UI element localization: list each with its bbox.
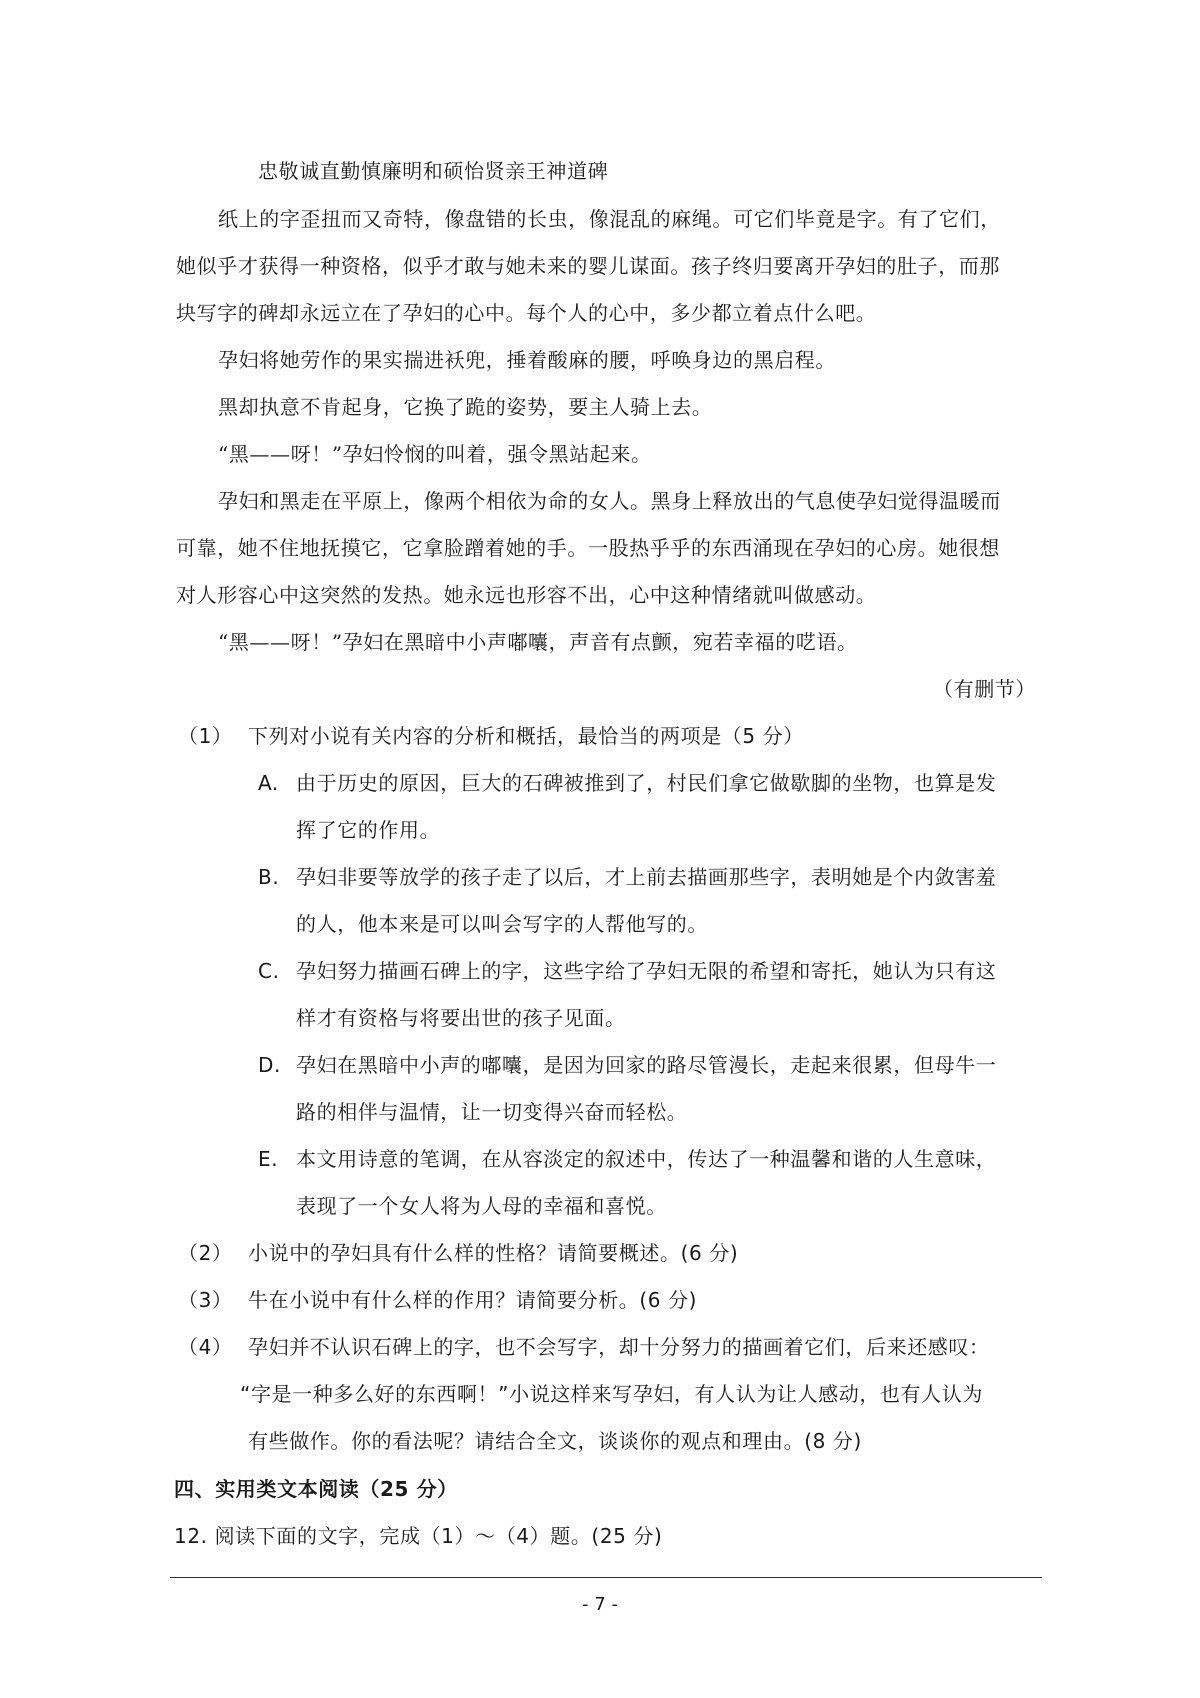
paragraph-line: 孕妇将她劳作的果实揣进袄兜，捶着酸麻的腰，呼唤身边的黑启程。: [218, 348, 836, 372]
question-number: （1）: [178, 724, 233, 748]
question-number: （3）: [178, 1288, 233, 1312]
question-number: （2）: [178, 1241, 233, 1265]
paragraph-line: 可靠，她不住地抚摸它，它拿脸蹭着她的手。一股热乎乎的东西涌现在孕妇的心房。她很想: [176, 536, 1000, 560]
paragraph-line: 黑却执意不肯起身，它换了跪的姿势，要主人骑上去。: [218, 395, 713, 419]
option-letter: C.: [258, 959, 280, 983]
question-stem: 牛在小说中有什么样的作用？请简要分析。(6 分): [248, 1288, 698, 1312]
question-stem: 孕妇并不认识石碑上的字，也不会写字，却十分努力的描画着它们，后来还感叹：: [248, 1335, 990, 1359]
paragraph-line: 她似乎才获得一种资格，似乎才敢与她未来的婴儿谋面。孩子终归要离开孕妇的肚子，而那: [176, 254, 1000, 278]
option-letter: B.: [258, 865, 280, 889]
paragraph-line: 孕妇和黑走在平原上，像两个相依为命的女人。黑身上释放出的气息使孕妇觉得温暖而: [218, 489, 1001, 513]
question-stem: “字是一种多么好的东西啊！”小说这样来写孕妇，有人认为让人感动，也有人认为: [240, 1382, 983, 1406]
option-text: 由于历史的原因，巨大的石碑被推到了，村民们拿它做歇脚的坐物，也算是发: [296, 771, 997, 795]
option-text: 表现了一个女人将为人母的幸福和喜悦。: [296, 1194, 667, 1218]
option-text: 挥了它的作用。: [296, 818, 441, 842]
footer-divider: [170, 1577, 1042, 1578]
inscription-line: 忠敬诚直勤慎廉明和硕怡贤亲王神道碑: [258, 159, 609, 183]
paragraph-line: 块写字的碑却永远立在了孕妇的心中。每个人的心中，多少都立着点什么吧。: [176, 301, 877, 325]
option-letter: E.: [258, 1147, 279, 1171]
paragraph-line: 对人形容心中这突然的发热。她永远也形容不出，心中这种情绪就叫做感动。: [176, 583, 877, 607]
option-text: 的人，他本来是可以叫会写字的人帮他写的。: [296, 912, 708, 936]
option-text: 孕妇努力描画石碑上的字，这些字给了孕妇无限的希望和寄托，她认为只有这: [296, 959, 997, 983]
paragraph-line: “黑——呀！”孕妇在黑暗中小声嘟囔，声音有点颤，宛若幸福的呓语。: [218, 630, 858, 654]
question-stem: 小说中的孕妇具有什么样的性格？请简要概述。(6 分): [248, 1241, 739, 1265]
abridged-note: （有删节）: [933, 677, 1036, 701]
option-letter: D.: [258, 1053, 281, 1077]
question-12-stem: 12. 阅读下面的文字，完成（1）～（4）题。(25 分): [174, 1524, 663, 1548]
option-text: 样才有资格与将要出世的孩子见面。: [296, 1006, 626, 1030]
question-number: （4）: [178, 1335, 233, 1359]
option-text: 孕妇非要等放学的孩子走了以后，才上前去描画那些字，表明她是个内敛害羞: [296, 865, 997, 889]
option-text: 孕妇在黑暗中小声的嘟囔，是因为回家的路尽管漫长，走起来很累，但母牛一: [296, 1053, 997, 1077]
paragraph-line: “黑——呀！”孕妇怜悯的叫着，强令黑站起来。: [218, 442, 652, 466]
option-letter: A.: [258, 771, 279, 795]
page-number: - 7 -: [582, 1594, 618, 1615]
option-text: 本文用诗意的笔调，在从容淡定的叙述中，传达了一种温馨和谐的人生意味，: [296, 1147, 997, 1171]
option-text: 路的相伴与温情，让一切变得兴奋而轻松。: [296, 1100, 688, 1124]
section-heading: 四、实用类文本阅读（25 分）: [174, 1477, 458, 1501]
question-stem: 下列对小说有关内容的分析和概括，最恰当的两项是（5 分）: [248, 724, 804, 748]
paragraph-line: 纸上的字歪扭而又奇特，像盘错的长虫，像混乱的麻绳。可它们毕竟是字。有了它们，: [218, 207, 1001, 231]
question-stem: 有些做作。你的看法呢？请结合全文，谈谈你的观点和理由。(8 分): [248, 1429, 862, 1453]
